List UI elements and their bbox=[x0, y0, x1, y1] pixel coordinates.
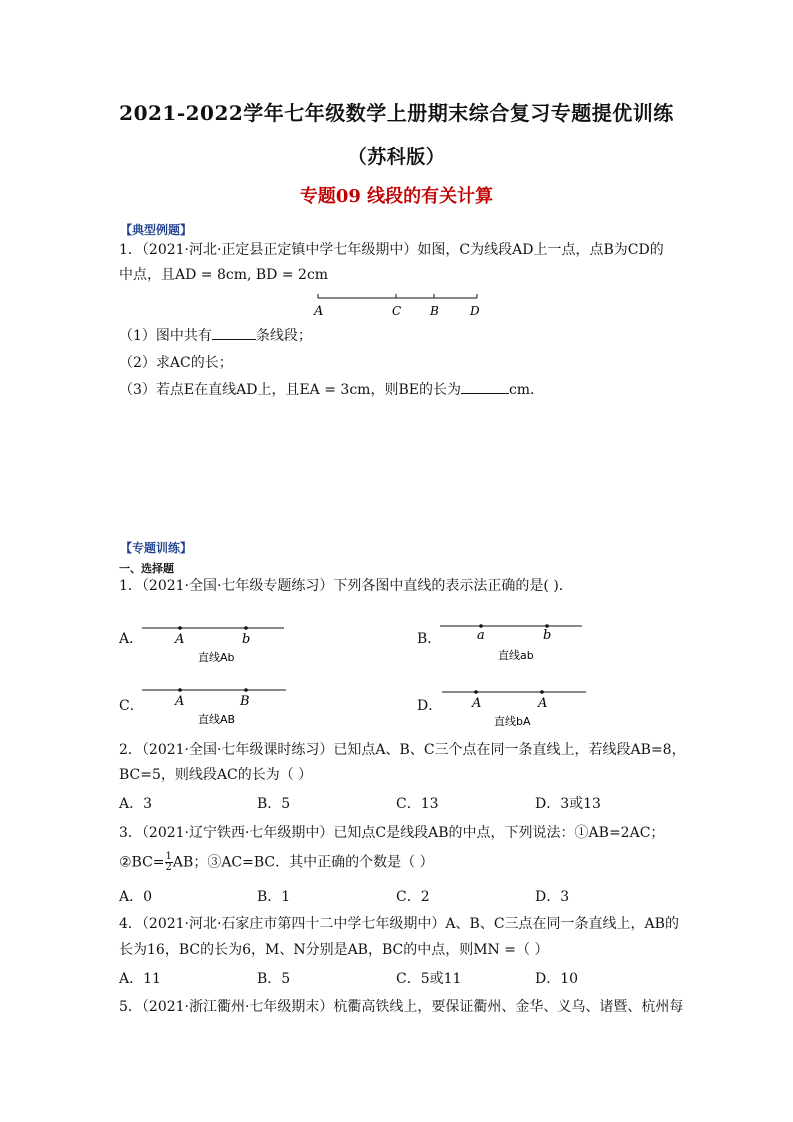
example-q1-line1: 1．（2021·河北·正定县正定镇中学七年级期中）如图，C为线段AD上一点，点B为CD的 bbox=[119, 242, 664, 258]
q4-line1: 4．（2021·河北·石家庄市第四十二中学七年级期中）A、B、C三点在同一条直线上，AB的 bbox=[119, 916, 679, 932]
figure-caption: 直线Ab bbox=[198, 651, 235, 664]
q2-option-b: B．5 bbox=[257, 796, 291, 812]
example-sub3: （3）若点E在直线AD上，且EA = 3cm，则BE的长为 cm． bbox=[119, 382, 545, 398]
q3-line1: 3．（2021·辽宁铁西·七年级期中）已知点C是线段AB的中点，下列说法：①AB=2AC； bbox=[119, 825, 665, 841]
q3-line2: ②BC= $\frac{1}{2}$ AB；③AC=BC．其中正确的个数是（ ） bbox=[119, 851, 434, 873]
q2-line1: 2．（2021·全国·七年级课时练习）已知点A、B、C三个点在同一条直线上，若线段AB=8， bbox=[119, 742, 686, 758]
q3-option-c: C．2 bbox=[396, 889, 430, 905]
q1-option-a-figure bbox=[140, 618, 290, 666]
point-label-d: D bbox=[470, 304, 480, 318]
segment-figure bbox=[300, 288, 500, 322]
point-label: A bbox=[472, 696, 482, 711]
point-dot bbox=[474, 690, 478, 694]
point-label: b bbox=[242, 632, 251, 647]
fraction-one-half: $\frac{1}{2}$ bbox=[165, 851, 172, 873]
q1-option-c-letter: C． bbox=[119, 698, 144, 714]
edition-label: （苏科版） bbox=[347, 146, 446, 168]
q1-option-c-figure bbox=[140, 680, 290, 728]
point-label: A bbox=[538, 696, 548, 711]
example-q1-line2: 中点，且AD = 8cm, BD = 2cm bbox=[119, 267, 329, 283]
q2-option-c: C．13 bbox=[396, 796, 439, 812]
q1-option-d-figure bbox=[438, 682, 588, 730]
point-dot bbox=[540, 690, 544, 694]
point-dot bbox=[244, 626, 248, 630]
figure-caption: 直线bA bbox=[494, 715, 531, 728]
choice-part-label: 一、选择题 bbox=[119, 562, 174, 575]
q1-option-b-figure bbox=[438, 616, 588, 664]
figure-caption: 直线ab bbox=[498, 649, 534, 662]
point-label: b bbox=[543, 628, 552, 643]
q1-option-b-letter: B． bbox=[417, 631, 442, 647]
page-title: 2021-2022学年七年级数学上册期末综合复习专题提优训练 bbox=[119, 101, 674, 125]
point-label: B bbox=[240, 694, 250, 709]
q3-option-d: D．3 bbox=[535, 889, 570, 905]
answer-blank-1 bbox=[212, 339, 256, 340]
point-label-a: A bbox=[314, 304, 324, 319]
q3-option-b: B．1 bbox=[257, 889, 291, 905]
q5-line1: 5．（2021·浙江衢州·七年级期末）杭衢高铁线上，要保证衢州、金华、义乌、诸暨、杭州每 bbox=[119, 999, 684, 1015]
point-label: A bbox=[175, 632, 185, 647]
point-dot bbox=[244, 688, 248, 692]
example-section-label: 【典型例题】 bbox=[120, 223, 193, 237]
example-sub1: （1）图中共有 条线段； bbox=[119, 328, 312, 344]
point-label: a bbox=[477, 628, 485, 643]
q1-option-a-letter: A． bbox=[119, 631, 144, 647]
q3-option-a: A．0 bbox=[119, 889, 153, 905]
q4-option-c: C．5或11 bbox=[396, 971, 462, 987]
training-section-label: 【专题训练】 bbox=[120, 541, 193, 555]
topic-title: 专题09 线段的有关计算 bbox=[299, 186, 494, 207]
figure-caption: 直线AB bbox=[198, 713, 236, 726]
q4-option-b: B．5 bbox=[257, 971, 291, 987]
point-dot bbox=[178, 626, 182, 630]
q1-stem: 1．（2021·全国·七年级专题练习）下列各图中直线的表示法正确的是( )． bbox=[119, 578, 573, 594]
q4-option-a: A．11 bbox=[119, 971, 161, 987]
q1-option-d-letter: D． bbox=[417, 698, 443, 714]
point-dot bbox=[178, 688, 182, 692]
q4-line2: 长为16，BC的长为6，M、N分别是AB，BC的中点，则MN =（ ） bbox=[119, 942, 549, 958]
point-label-c: C bbox=[392, 304, 402, 318]
point-label-b: B bbox=[430, 304, 439, 318]
example-sub2: （2）求AC的长； bbox=[119, 355, 233, 371]
answer-blank-3 bbox=[461, 393, 509, 394]
q2-option-a: A．3 bbox=[119, 796, 153, 812]
q2-line2: BC=5，则线段AC的长为（ ） bbox=[119, 767, 313, 783]
q4-option-d: D．10 bbox=[535, 971, 579, 987]
q2-option-d: D．3或13 bbox=[535, 796, 601, 812]
point-label: A bbox=[175, 694, 185, 709]
